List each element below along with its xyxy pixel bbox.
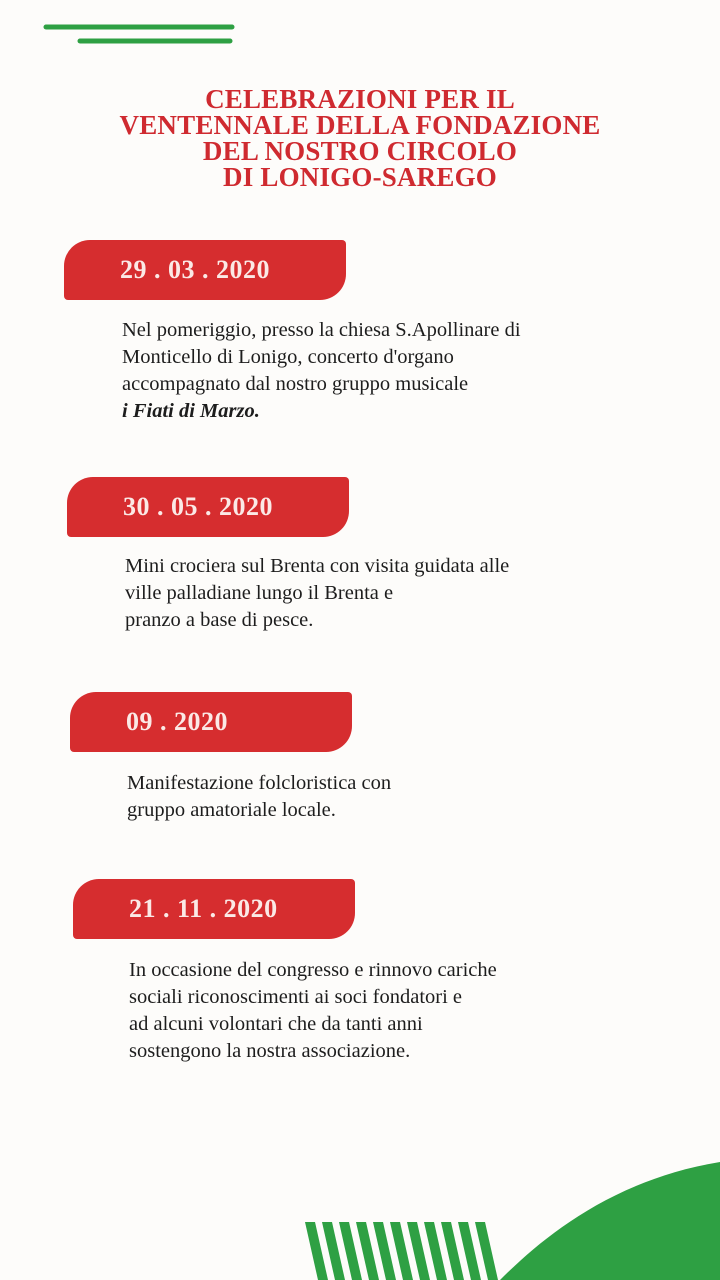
- event-3-line-1: Manifestazione folcloristica con: [127, 772, 392, 794]
- top-decorative-lines: [0, 0, 720, 70]
- event-4-line-2: sociali riconoscimenti ai soci fondatori e: [129, 986, 463, 1008]
- event-date-banner-2: [67, 477, 349, 537]
- bottom-green-wave: [500, 1162, 720, 1280]
- event-4-line-3: ad alcuni volontari che da tanti anni: [129, 1013, 423, 1035]
- page-title: [60, 86, 660, 190]
- event-2-line-3: pranzo a base di pesce.: [125, 609, 314, 631]
- event-date-banner-3: [70, 692, 352, 752]
- bottom-decorative-art: [0, 1150, 720, 1280]
- event-description-2: [125, 553, 509, 634]
- event-4-line-1: In occasione del congresso e rinnovo cariche: [129, 959, 497, 981]
- event-1-group-name: i Fiati di Marzo.: [122, 400, 260, 422]
- title-line-2: VENTENNALE DELLA FONDAZIONE: [119, 110, 601, 140]
- bottom-green-stripes: [305, 1222, 498, 1280]
- title-line-4: DI LONIGO-SAREGO: [223, 162, 497, 192]
- event-date-banner-1: [64, 240, 346, 300]
- event-3-line-2: gruppo amatoriale locale.: [127, 799, 336, 821]
- event-1-line-3: accompagnato dal nostro gruppo musicale: [122, 373, 469, 395]
- event-date-banner-4: [73, 879, 355, 939]
- event-description-1: [122, 317, 521, 425]
- event-description-4: [129, 957, 497, 1065]
- event-2-line-1: Mini crociera sul Brenta con visita guidata alle: [125, 555, 510, 577]
- event-date-4: 21 . 11 . 2020: [129, 894, 278, 923]
- event-1-line-1: Nel pomeriggio, presso la chiesa S.Apollinare di: [122, 319, 521, 341]
- event-2-line-2: ville palladiane lungo il Brenta e: [125, 582, 394, 604]
- event-description-3: [127, 770, 391, 824]
- event-date-2: 30 . 05 . 2020: [123, 492, 273, 521]
- event-4-line-4: sostengono la nostra associazione.: [129, 1040, 411, 1062]
- event-date-1: 29 . 03 . 2020: [120, 255, 270, 284]
- event-date-3: 09 . 2020: [126, 707, 228, 736]
- title-line-3: DEL NOSTRO CIRCOLO: [202, 136, 518, 166]
- title-line-1: CELEBRAZIONI PER IL: [205, 84, 515, 114]
- event-1-line-2: Monticello di Lonigo, concerto d'organo: [122, 346, 454, 368]
